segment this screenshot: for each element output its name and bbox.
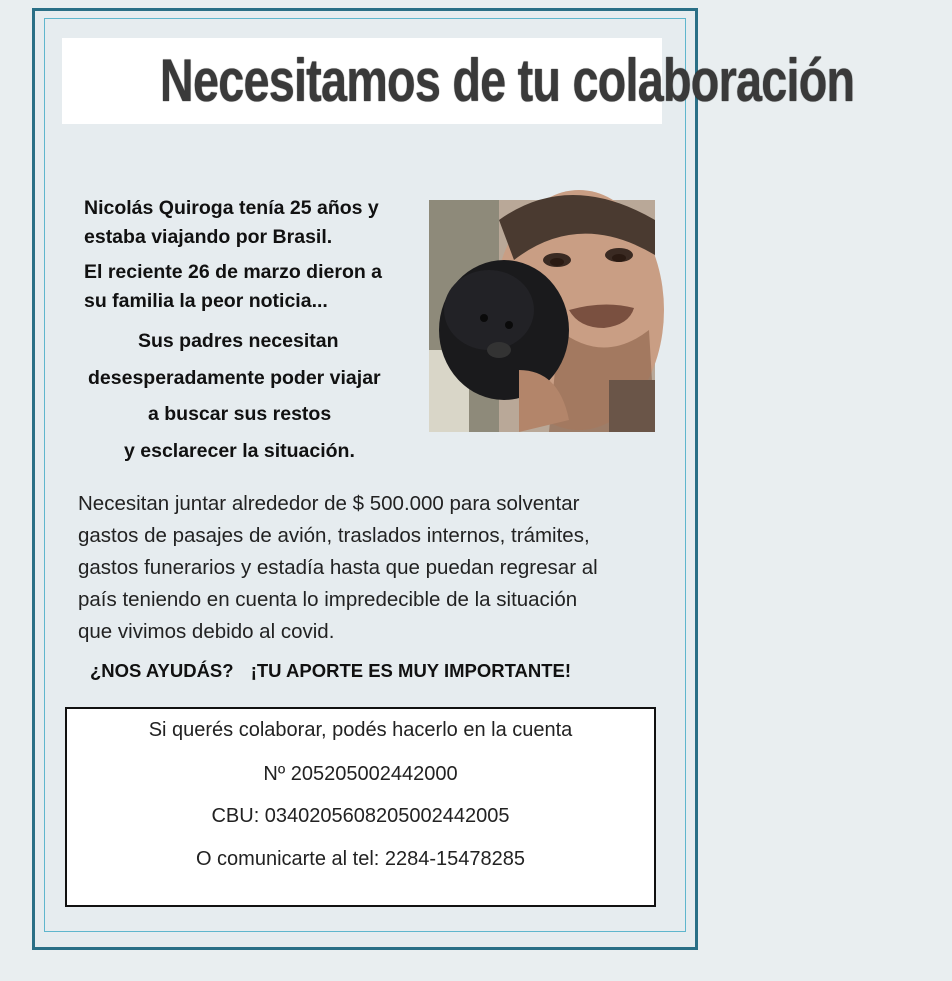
account-cbu: CBU: 0340205608205002442005 <box>211 805 510 827</box>
story-line: El reciente 26 de marzo dieron a <box>84 261 383 283</box>
paragraph-line: que vivimos debido al covid. <box>78 620 335 643</box>
story-line: y esclarecer la situación. <box>124 440 355 462</box>
appeal-line <box>90 660 571 682</box>
portrait-photo <box>429 200 655 432</box>
funding-paragraph <box>78 488 668 648</box>
story-line: desesperadamente poder viajar <box>88 367 381 389</box>
paragraph-line: Necesitan juntar alrededor de $ 500.000 para solventar <box>78 492 580 515</box>
paragraph-line: gastos funerarios y estadía hasta que puedan regresar al <box>78 556 598 579</box>
appeal-statement: ¡TU APORTE ES MUY IMPORTANTE! <box>250 660 572 681</box>
title-banner <box>62 38 855 124</box>
story-line: su familia la peor noticia... <box>84 290 328 312</box>
account-intro: Si querés colaborar, podés hacerlo en la cuenta <box>148 719 573 741</box>
page-title: Necesitamos de tu colaboración <box>159 47 855 114</box>
appeal-question: ¿NOS AYUDÁS? <box>90 660 234 681</box>
paragraph-line: país teniendo en cuenta lo impredecible de la situación <box>78 588 578 611</box>
story-line: a buscar sus restos <box>148 403 332 425</box>
paragraph-line: gastos de pasajes de avión, traslados internos, trámites, <box>78 524 590 547</box>
account-number: Nº 205205002442000 <box>263 763 458 785</box>
story-line: estaba viajando por Brasil. <box>84 226 333 248</box>
account-info-box <box>65 707 656 907</box>
story-line: Sus padres necesitan <box>138 330 339 352</box>
story-line: Nicolás Quiroga tenía 25 años y <box>84 197 379 219</box>
contact-phone: O comunicarte al tel: 2284-15478285 <box>195 848 526 870</box>
